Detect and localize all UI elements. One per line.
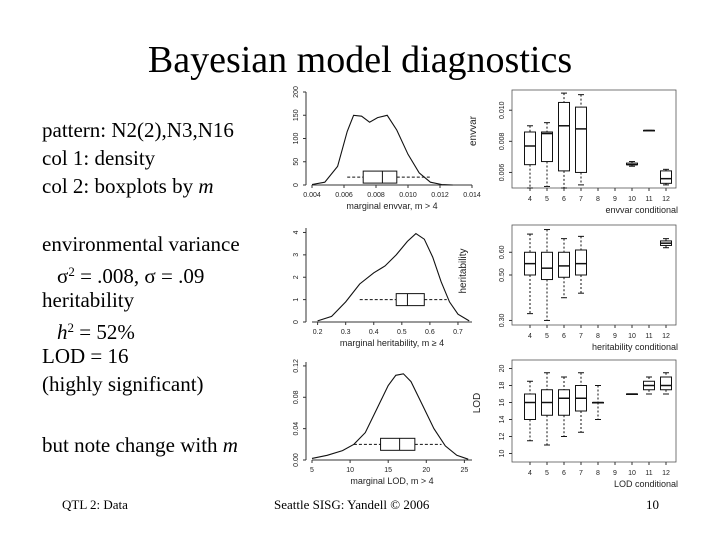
- boxplot-1-x-tick-label: 12: [662, 196, 670, 203]
- density-2-box: [396, 294, 424, 306]
- boxplot-1-y-tick-label: 0.010: [499, 101, 506, 119]
- h-variable: h: [57, 320, 68, 344]
- density-1-y-tick-label: 50: [293, 157, 300, 166]
- density-2-y-label: heritability: [458, 248, 469, 294]
- note-prefix: but note change with: [42, 433, 223, 457]
- footer-left: QTL 2: Data: [62, 497, 128, 512]
- boxplot-2-box: [559, 252, 570, 277]
- boxplot-2-x-tick-label: 12: [662, 333, 670, 340]
- sigma-symbol-2: σ: [144, 264, 156, 288]
- density-2-x-tick-label: 0.5: [396, 329, 407, 336]
- boxplot-2-x-tick-label: 4: [528, 333, 532, 340]
- density-1-x-label: marginal envvar, m > 4: [346, 201, 438, 211]
- boxplot-1-box: [576, 107, 587, 172]
- boxplot-2-box: [576, 250, 587, 275]
- sigma-value: = .008,: [74, 264, 145, 288]
- col1-line: col 1: density: [42, 146, 156, 170]
- boxplot-2-y-tick-label: 0.30: [499, 313, 506, 328]
- lod-line: LOD = 16: [42, 344, 129, 368]
- density-2-x-tick-label: 0.3: [340, 329, 351, 336]
- density-3-density-curve: [312, 374, 468, 459]
- boxplot-1-x-tick-label: 5: [545, 196, 549, 203]
- density-1-y-tick-label: 150: [293, 109, 300, 122]
- boxplot-3-y-tick-label: 20: [499, 364, 506, 373]
- density-3-y-tick-label: 0.00: [293, 453, 300, 467]
- boxplot-1-x-tick-label: 9: [613, 196, 617, 203]
- density-2-density-curve: [318, 234, 470, 321]
- density-3-box: [381, 438, 415, 450]
- density-1-box: [363, 171, 397, 183]
- m-variable: m: [198, 174, 214, 198]
- density-1-y-tick-label: 0: [293, 183, 300, 187]
- density-2-y-tick-label: 0: [293, 320, 300, 324]
- density-2-x-tick-label: 0.2: [312, 329, 323, 336]
- density-2-x-label: marginal heritability, m ≥ 4: [339, 338, 445, 348]
- boxplot-3-y-tick-label: 16: [499, 398, 506, 407]
- footer-center: Seattle SISG: Yandell © 2006: [274, 497, 430, 512]
- density-2-y-tick-label: 4: [293, 230, 300, 235]
- boxplot-3-y-tick-label: 14: [499, 415, 506, 424]
- density-3-x-tick-label: 15: [384, 467, 393, 474]
- boxplot-2-y-tick-label: 0.50: [499, 268, 506, 282]
- boxplot-3-box: [661, 377, 672, 390]
- boxplot-2-x-tick-label: 9: [613, 333, 617, 340]
- significance-line: (highly significant): [42, 372, 204, 396]
- density-2-y-tick-label: 3: [293, 252, 300, 257]
- density-3-y-tick-label: 0.04: [293, 421, 300, 436]
- sigma-value-2: = .09: [155, 264, 205, 288]
- boxplot-1-x-tick-label: 4: [528, 196, 532, 203]
- density-1-x-tick-label: 0.010: [399, 192, 417, 199]
- boxplot-3-x-tick-label: 5: [545, 470, 549, 477]
- density-2-x-tick-label: 0.6: [425, 329, 435, 336]
- density-3-x-tick-label: 20: [422, 467, 431, 474]
- density-3-x-tick-label: 10: [346, 467, 354, 474]
- density-2-x-tick-label: 0.7: [453, 329, 463, 336]
- boxplot-3-x-tick-label: 12: [662, 470, 670, 477]
- density-1-x-tick-label: 0.008: [367, 192, 385, 199]
- boxplot-1-x-label: envvar conditional: [605, 205, 678, 215]
- density-1-y-tick-label: 100: [293, 132, 300, 145]
- boxplot-2-x-tick-label: 10: [628, 333, 636, 340]
- boxplot-1-x-tick-label: 11: [645, 196, 653, 203]
- boxplot-2-x-tick-label: 7: [579, 333, 583, 340]
- boxplot-2-x-tick-label: 11: [645, 333, 653, 340]
- density-2-y-tick-label: 2: [293, 275, 300, 280]
- density-3-x-tick-label: 5: [310, 467, 314, 474]
- env-heading: environmental variance: [42, 232, 240, 256]
- boxplot-1-box: [525, 132, 536, 165]
- boxplot-3-x-tick-label: 6: [562, 470, 566, 477]
- boxplot-2-box: [542, 252, 553, 279]
- boxplot-3-x-tick-label: 8: [596, 470, 600, 477]
- boxplot-1-x-tick-label: 7: [579, 196, 583, 203]
- m-variable-note: m: [222, 433, 238, 457]
- boxplot-1-frame: [512, 90, 676, 188]
- boxplot-3-x-label: LOD conditional: [613, 479, 678, 489]
- sigma-exponent: 2: [68, 264, 75, 279]
- density-3-y-tick-label: 0.08: [293, 390, 300, 405]
- boxplot-1-y-label: envvar: [468, 115, 479, 147]
- boxplot-3-box: [559, 390, 570, 416]
- boxplot-2-y-tick-label: 0.60: [499, 245, 506, 260]
- boxplot-1-box: [661, 171, 672, 183]
- density-1-x-tick-label: 0.014: [463, 192, 481, 199]
- boxplot-3-y-tick-label: 18: [499, 381, 506, 390]
- boxplot-1-y-tick-label: 0.006: [499, 163, 506, 182]
- boxplot-3-y-tick-label: 10: [499, 449, 506, 458]
- boxplot-2-x-tick-label: 5: [545, 333, 549, 340]
- density-3-x-tick-label: 25: [460, 467, 469, 474]
- sigma-symbol: σ: [57, 264, 69, 288]
- boxplot-3-x-tick-label: 11: [645, 470, 653, 477]
- boxplot-3-box: [525, 394, 536, 420]
- density-1-x-tick-label: 0.006: [335, 192, 353, 199]
- boxplot-1-x-tick-label: 10: [628, 196, 636, 203]
- boxplot-3-x-tick-label: 7: [579, 470, 583, 477]
- density-2-y-tick-label: 1: [293, 297, 300, 302]
- density-3-y-tick-label: 0.12: [293, 359, 300, 373]
- boxplot-3-y-label: LOD: [472, 392, 483, 414]
- density-1-x-tick-label: 0.004: [303, 192, 321, 199]
- density-2-x-tick-label: 0.4: [368, 329, 379, 336]
- pattern-line: pattern: N2(2),N3,N16: [42, 118, 234, 142]
- boxplot-2-x-tick-label: 6: [562, 333, 566, 340]
- boxplot-1-box: [559, 102, 570, 170]
- boxplot-3-y-tick-label: 12: [499, 432, 506, 441]
- boxplot-3-x-tick-label: 10: [628, 470, 636, 477]
- boxplot-1-x-tick-label: 6: [562, 196, 566, 203]
- footer-page-number: 10: [646, 497, 659, 512]
- boxplot-3-x-tick-label: 4: [528, 470, 532, 477]
- density-1-y-tick-label: 200: [293, 86, 300, 98]
- density-1-x-tick-label: 0.012: [431, 192, 449, 199]
- boxplot-3-x-tick-label: 9: [613, 470, 617, 477]
- boxplot-2-frame: [512, 225, 676, 325]
- boxplot-2-x-label: heritability conditional: [591, 342, 678, 352]
- slide-title: Bayesian model diagnostics: [147, 39, 573, 81]
- density-3-x-label: marginal LOD, m > 4: [350, 476, 434, 486]
- col2-prefix: col 2: boxplots by: [42, 174, 199, 198]
- boxplot-2-x-tick-label: 8: [596, 333, 600, 340]
- boxplot-1-box: [542, 132, 553, 162]
- boxplot-3-frame: [512, 360, 676, 462]
- h-exponent: 2: [67, 320, 74, 335]
- herit-heading: heritability: [42, 288, 135, 312]
- boxplot-1-y-tick-label: 0.008: [499, 132, 506, 151]
- boxplot-1-x-tick-label: 8: [596, 196, 600, 203]
- h2-value: = 52%: [74, 320, 135, 344]
